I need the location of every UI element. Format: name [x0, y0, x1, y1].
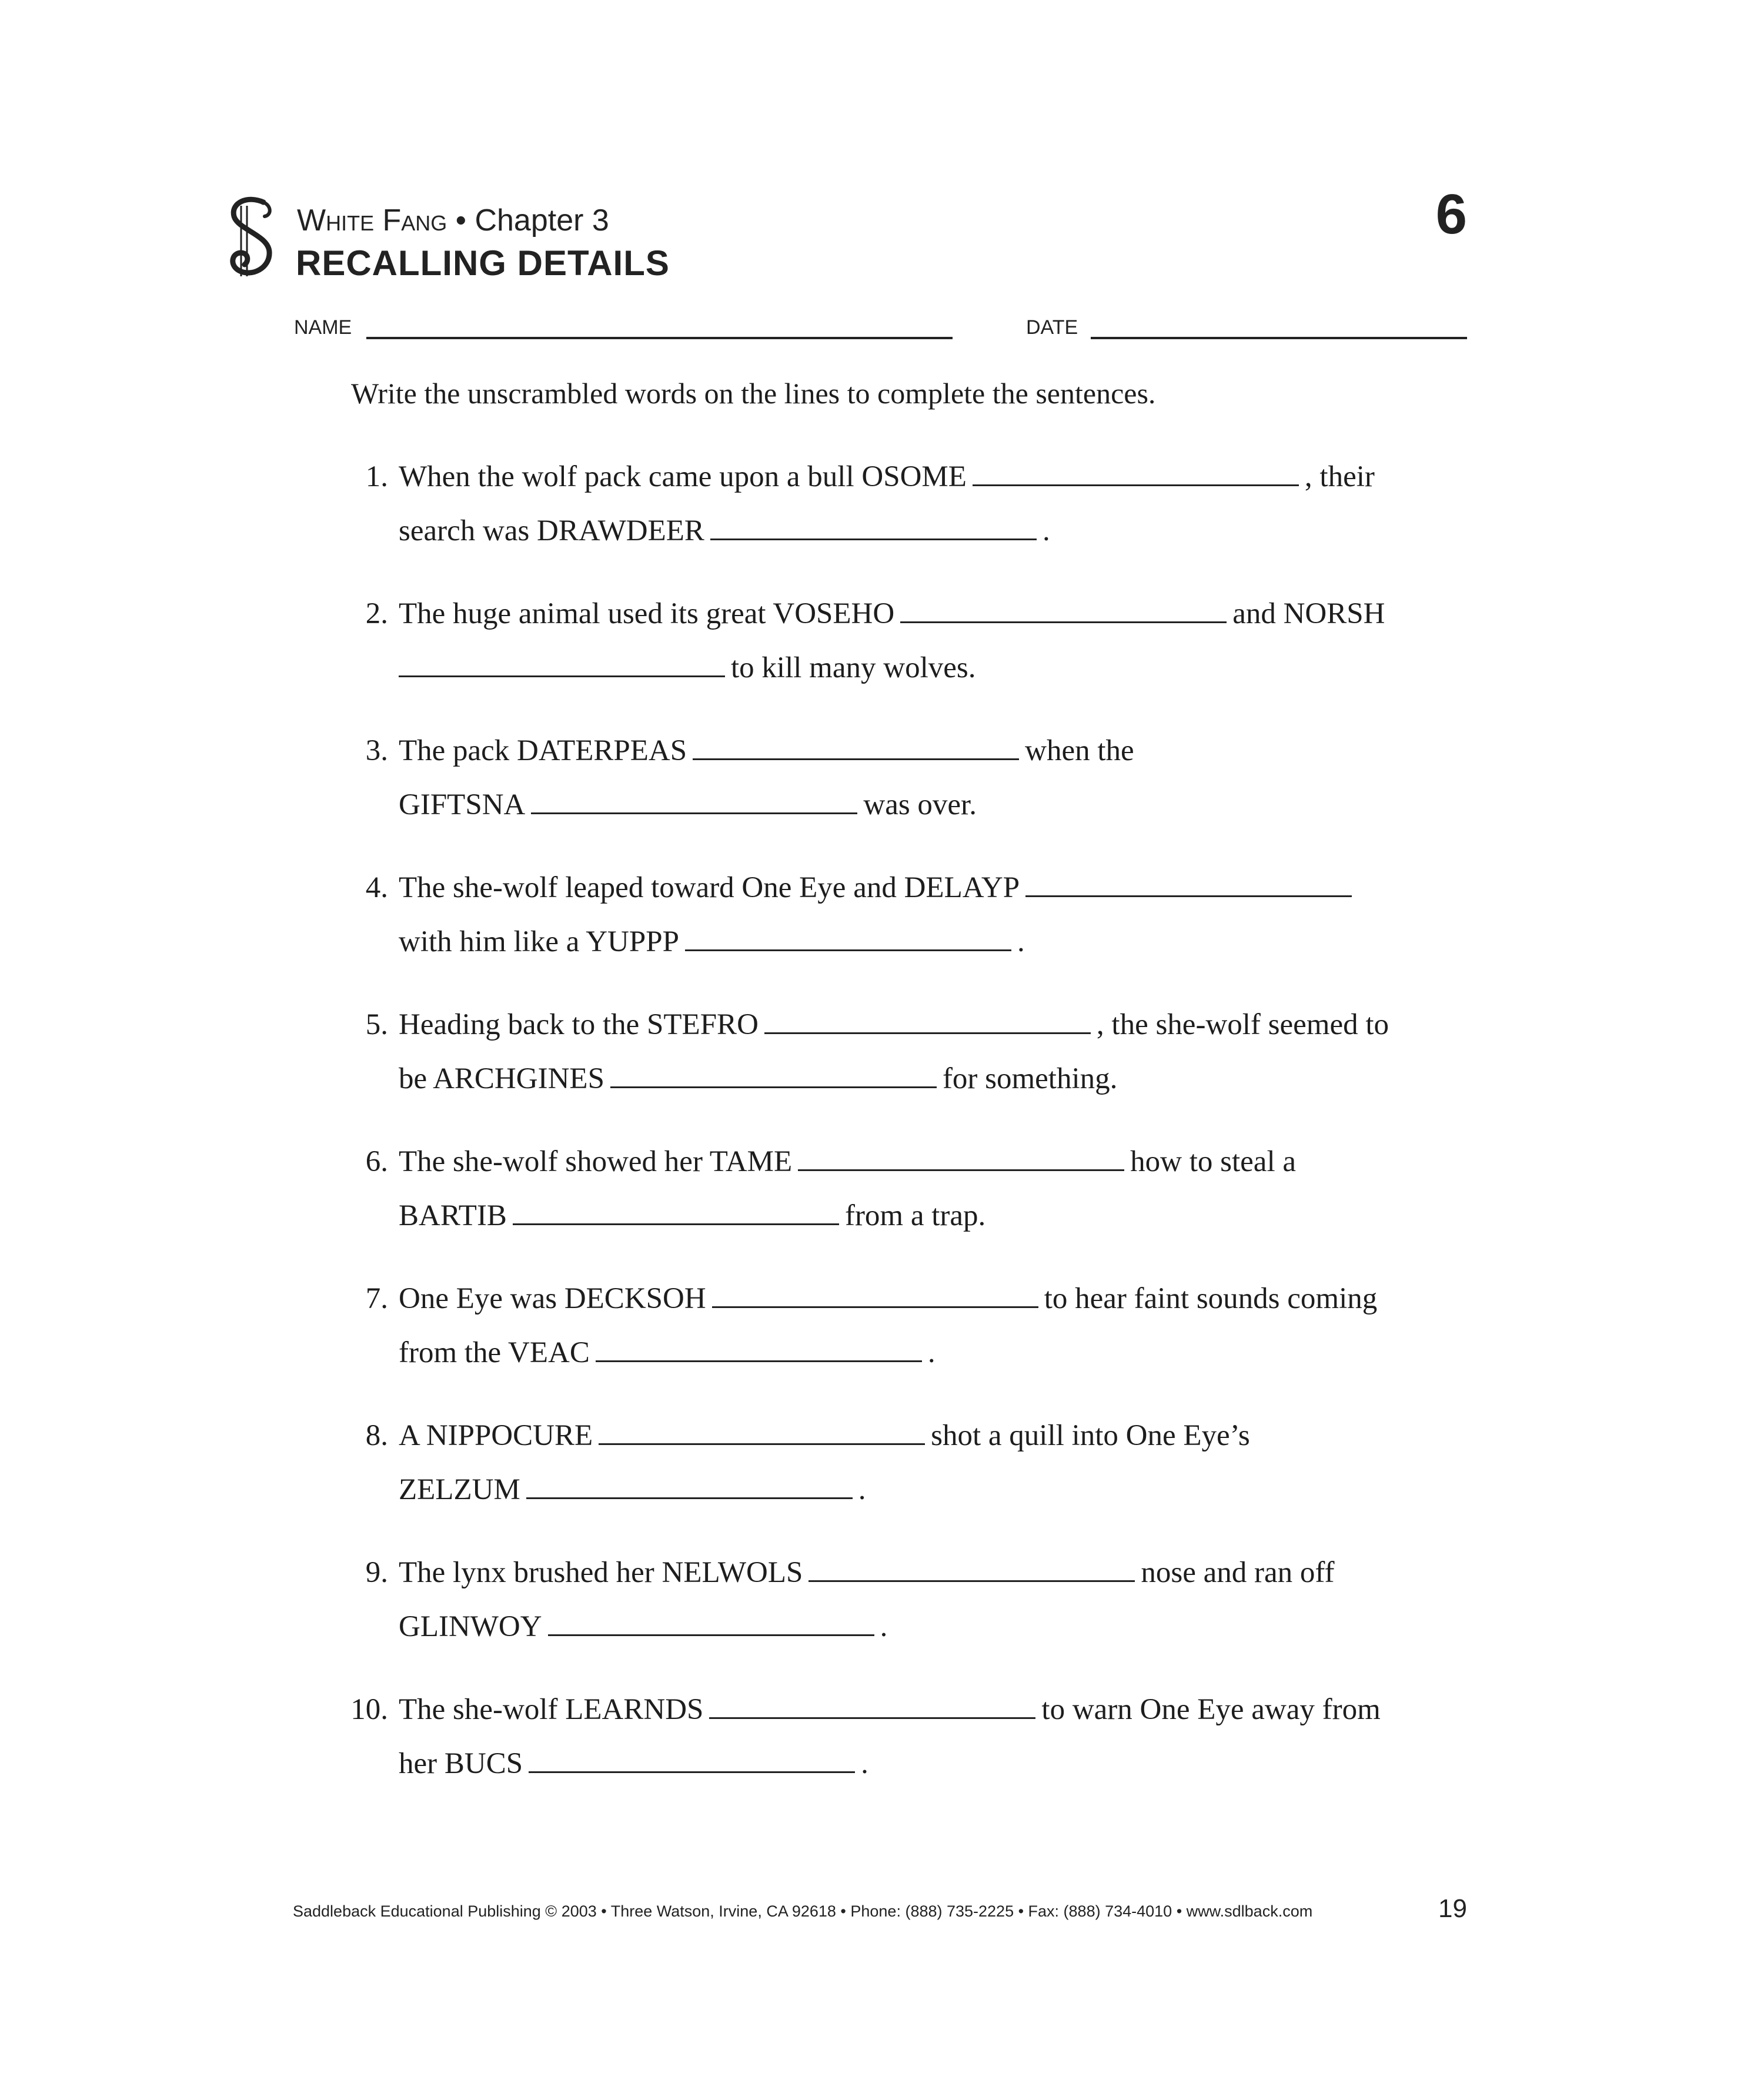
question-text: be ARCHGINES [399, 1062, 604, 1095]
question-text: A NIPPOCURE [399, 1419, 593, 1452]
question-item [0, 724, 1764, 841]
answer-blank[interactable] [526, 1471, 853, 1499]
question-text: . [880, 1610, 888, 1643]
name-label: NAME [294, 316, 352, 339]
question-text: . [1042, 514, 1050, 547]
question-number: 9. [365, 1556, 388, 1589]
question-number: 1. [365, 460, 388, 493]
question-number: 8. [365, 1419, 388, 1452]
question-text: search was DRAWDEER [399, 514, 704, 547]
question-text: when the [1025, 734, 1134, 767]
question-text: . [858, 1473, 866, 1506]
question-text: from a trap. [844, 1199, 986, 1232]
answer-blank[interactable] [399, 650, 725, 677]
series-heading [297, 203, 609, 238]
question-text: nose and ran off [1141, 1556, 1335, 1589]
question-text: . [861, 1747, 868, 1780]
question-text: . [1017, 925, 1025, 958]
answer-blank[interactable] [900, 596, 1227, 623]
question-item [0, 1135, 1764, 1252]
question-text: The she-wolf leaped toward One Eye and DELAYP [399, 871, 1020, 904]
question-text: The huge animal used its great VOSEHO [399, 597, 895, 630]
name-field[interactable] [366, 337, 953, 339]
question-text: to kill many wolves. [731, 651, 976, 684]
answer-blank[interactable] [693, 733, 1019, 760]
date-label: DATE [1026, 316, 1078, 339]
question-number: 5. [365, 1008, 388, 1041]
answer-blank[interactable] [764, 1006, 1091, 1034]
question-item [0, 861, 1764, 978]
question-item [0, 998, 1764, 1115]
answer-blank[interactable] [513, 1198, 839, 1225]
question-text: and NORSH [1232, 597, 1385, 630]
answer-blank[interactable] [973, 459, 1299, 486]
worksheet-title: RECALLING DETAILS [296, 243, 670, 283]
worksheet-number: 6 [1435, 183, 1467, 246]
answer-blank[interactable] [1025, 869, 1352, 897]
question-text: The she-wolf showed her TAME [399, 1145, 793, 1178]
question-text: GLINWOY [399, 1610, 542, 1643]
question-number: 7. [365, 1282, 388, 1315]
answer-blank[interactable] [709, 1691, 1035, 1719]
book-title: White Fang [297, 203, 447, 238]
question-text: for something. [942, 1062, 1118, 1095]
answer-blank[interactable] [531, 787, 857, 814]
question-text: When the wolf pack came upon a bull OSOME [399, 460, 967, 493]
question-number: 6. [365, 1145, 388, 1178]
answer-blank[interactable] [710, 513, 1037, 540]
answer-blank[interactable] [548, 1608, 874, 1636]
question-text: . [927, 1336, 936, 1369]
question-text: GIFTSNA [399, 788, 526, 821]
question-text: to warn One Eye away from [1041, 1693, 1381, 1726]
question-text: shot a quill into One Eye’s [931, 1419, 1250, 1452]
answer-blank[interactable] [596, 1335, 922, 1362]
answer-blank[interactable] [712, 1280, 1038, 1308]
date-field[interactable] [1091, 337, 1467, 339]
answer-blank[interactable] [798, 1143, 1124, 1171]
answer-blank[interactable] [610, 1061, 937, 1088]
question-item [0, 1546, 1764, 1663]
question-text: from the VEAC [399, 1336, 590, 1369]
question-text: BARTIB [399, 1199, 507, 1232]
question-item [0, 1272, 1764, 1389]
question-text: was over. [863, 788, 977, 821]
answer-blank[interactable] [599, 1417, 925, 1445]
instruction-text: Write the unscrambled words on the lines to complete the sentences. [351, 377, 1156, 410]
publisher-logo-icon [218, 194, 288, 282]
question-text: , their [1304, 460, 1375, 493]
question-text: Heading back to the STEFRO [399, 1008, 759, 1041]
question-text: The lynx brushed her NELWOLS [399, 1556, 803, 1589]
question-text: to hear faint sounds coming [1044, 1282, 1378, 1315]
answer-blank[interactable] [808, 1554, 1135, 1582]
question-text: The she-wolf LEARNDS [399, 1693, 704, 1726]
question-item [0, 1683, 1764, 1800]
question-number: 2. [365, 597, 388, 630]
question-number: 3. [365, 734, 388, 767]
answer-blank[interactable] [529, 1745, 855, 1773]
question-text: with him like a YUPPP [399, 925, 679, 958]
question-number: 4. [365, 871, 388, 904]
chapter-label: Chapter 3 [475, 203, 609, 238]
question-item [0, 1409, 1764, 1526]
question-item [0, 587, 1764, 704]
series-separator: • [455, 203, 466, 238]
question-text: how to steal a [1130, 1145, 1297, 1178]
question-number: 10. [350, 1693, 388, 1726]
question-text: , the she-wolf seemed to [1096, 1008, 1389, 1041]
question-item [0, 450, 1764, 567]
question-text: ZELZUM [399, 1473, 520, 1506]
page-number: 19 [1438, 1894, 1467, 1923]
question-text: The pack DATERPEAS [399, 734, 687, 767]
answer-blank[interactable] [685, 924, 1011, 951]
question-text: One Eye was DECKSOH [399, 1282, 706, 1315]
publisher-footer: Saddleback Educational Publishing © 2003 • Three Watson, Irvine, CA 92618 • Phone: (888) 735-2225 • Fax: (888) 734-4010 • www.sdlback.com [293, 1902, 1313, 1920]
question-text: her BUCS [399, 1747, 523, 1780]
